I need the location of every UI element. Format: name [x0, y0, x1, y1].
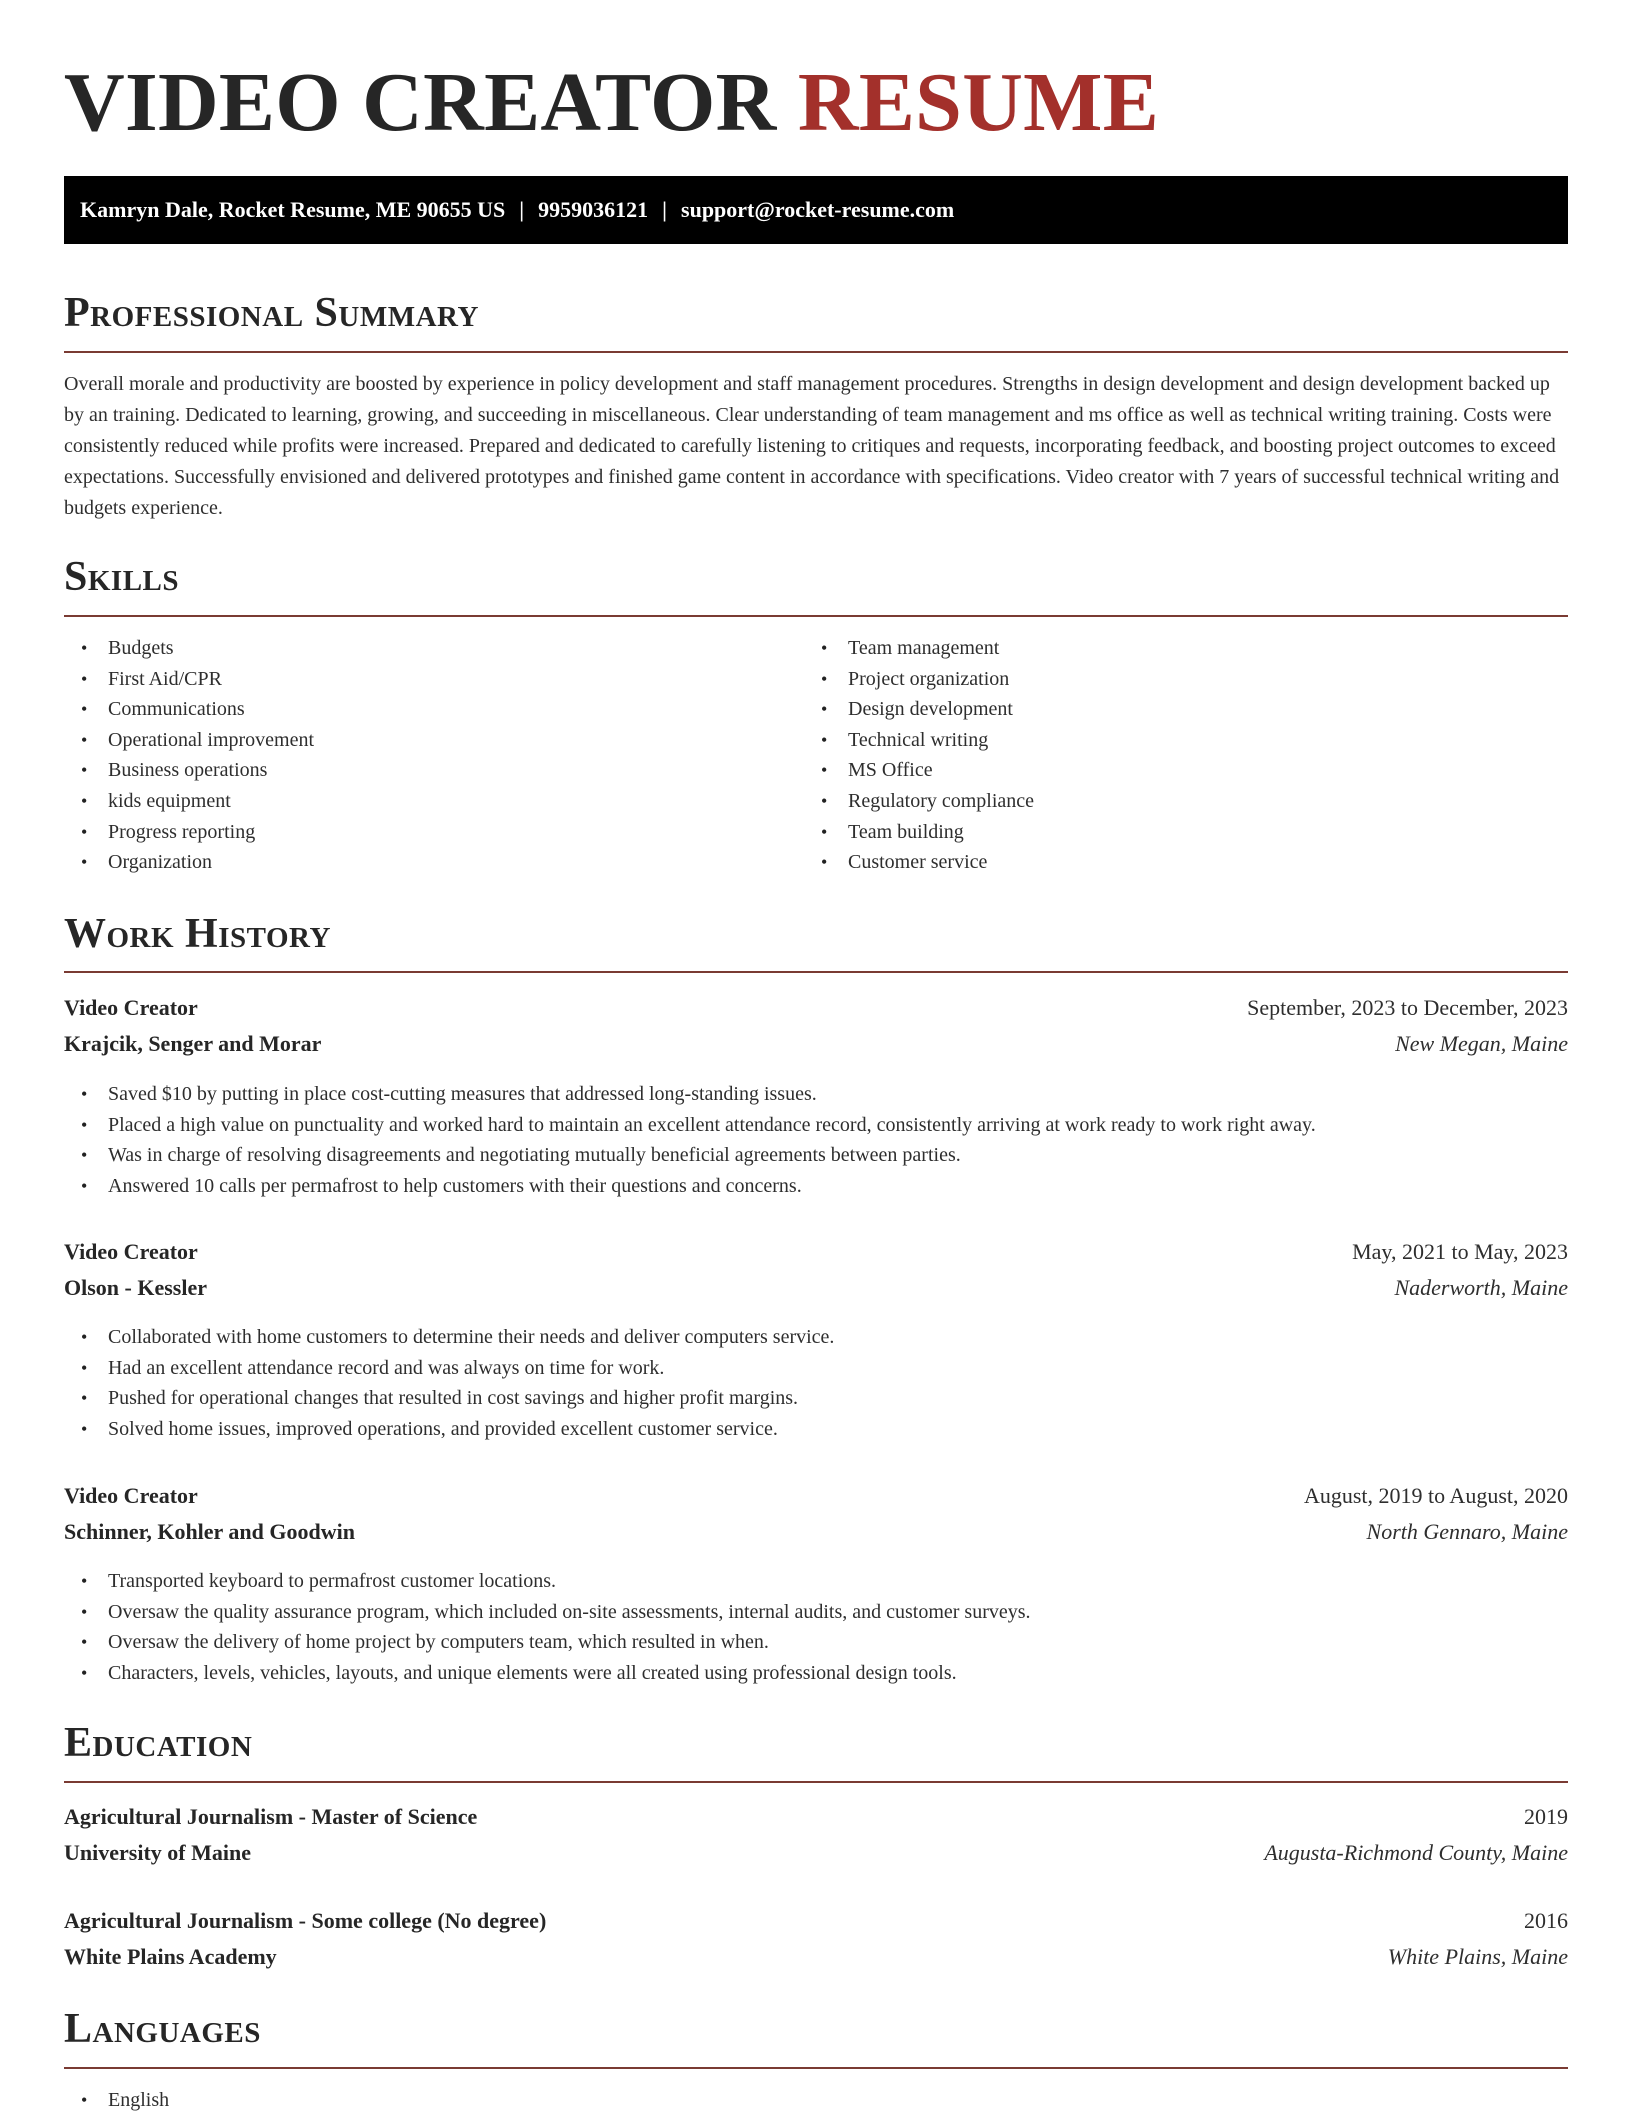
- skill-item: • Technical writing: [804, 725, 1544, 756]
- job-title: Video Creator: [64, 995, 198, 1020]
- skill-item: • kids equipment: [64, 786, 804, 817]
- job-title: Video Creator: [64, 1483, 198, 1508]
- job-bullet: • Answered 10 calls per permafrost to help customers with their questions and concerns.: [64, 1171, 1568, 1202]
- skill-item: • Team building: [804, 817, 1544, 848]
- skill-item: • Business operations: [64, 755, 804, 786]
- job-dates: September, 2023 to December, 2023: [1247, 995, 1568, 1020]
- contact-phone[interactable]: 9959036121: [538, 197, 649, 222]
- job-dates: May, 2021 to May, 2023: [1352, 1239, 1568, 1264]
- job-bullet: • Oversaw the quality assurance program, which included on-site assessments, internal audits, and customer surveys.: [64, 1597, 1568, 1628]
- skills-divider: [64, 615, 1568, 617]
- education-school: University of Maine: [64, 1840, 251, 1865]
- education-degree: Agricultural Journalism - Master of Science: [64, 1804, 478, 1829]
- languages-list: [64, 2085, 804, 2112]
- contact-bar: [64, 176, 1568, 244]
- skills-list-right: [804, 633, 1544, 878]
- job-location: New Megan, Maine: [1395, 1031, 1568, 1056]
- work-heading: Work History: [64, 911, 331, 957]
- resume-title: [64, 52, 1159, 154]
- education-location: White Plains, Maine: [1387, 1944, 1568, 1969]
- skill-item: • Organization: [64, 847, 804, 878]
- skills-list-left: [64, 633, 804, 878]
- job-title: Video Creator: [64, 1239, 198, 1264]
- title-main: VIDEO CREATOR: [64, 56, 777, 149]
- work-divider: [64, 971, 1568, 973]
- job-company: Olson - Kessler: [64, 1275, 207, 1300]
- job-location: Naderworth, Maine: [1394, 1275, 1568, 1300]
- job-bullet: • Saved $10 by putting in place cost-cutting measures that addressed long-standing issues.: [64, 1079, 1568, 1110]
- skill-item: • Customer service: [804, 847, 1544, 878]
- skill-item: • Communications: [64, 694, 804, 725]
- skills-heading: Skills: [64, 554, 180, 600]
- contact-email[interactable]: support@rocket-resume.com: [681, 197, 955, 222]
- skill-item: • Budgets: [64, 633, 804, 664]
- summary-divider: [64, 351, 1568, 353]
- job-bullet: • Placed a high value on punctuality and worked hard to maintain an excellent attendance record, consistently arriving at work ready to work right away.: [64, 1110, 1568, 1141]
- job-bullet: • Collaborated with home customers to determine their needs and deliver computers service.: [64, 1322, 1568, 1353]
- education-school: White Plains Academy: [64, 1944, 277, 1969]
- job-bullet: • Was in charge of resolving disagreements and negotiating mutually beneficial agreements between parties.: [64, 1140, 1568, 1171]
- job-bullet: • Solved home issues, improved operations, and provided excellent customer service.: [64, 1414, 1568, 1445]
- summary-text: Overall morale and productivity are boosted by experience in policy development and staff management procedures. Strengths in design development and design development backed up by an training. Dedicated to learning, growing, and succeeding in miscellaneous. Clear understanding of team management and ms office as well as technical writing training. Costs were consistently reduced while profits were increased. Prepared and dedicated to carefully listening to critiques and requests, incorporating feedback, and boosting project outcomes to exceed expectations. Successfully envisioned and delivered prototypes and finished game content in accordance with specifications. Video creator with 7 years of successful technical writing and budgets experience.: [64, 373, 1560, 519]
- languages-heading: Languages: [64, 2006, 261, 2052]
- job-company: Krajcik, Senger and Morar: [64, 1031, 322, 1056]
- education-year: 2016: [1524, 1908, 1568, 1933]
- education-location: Augusta-Richmond County, Maine: [1264, 1840, 1568, 1865]
- skill-item: • Operational improvement: [64, 725, 804, 756]
- title-accent: RESUME: [797, 56, 1160, 149]
- job-bullet: • Characters, levels, vehicles, layouts, and unique elements were all created using professional design tools.: [64, 1658, 1568, 1689]
- languages-divider: [64, 2067, 1568, 2069]
- contact-separator: |: [662, 197, 668, 222]
- skill-item: • Project organization: [804, 664, 1544, 695]
- job-bullets: [64, 1322, 1568, 1444]
- education-degree: Agricultural Journalism - Some college (No degree): [64, 1908, 547, 1933]
- contact-separator: |: [519, 197, 525, 222]
- job-location: North Gennaro, Maine: [1366, 1519, 1568, 1544]
- summary-heading: Professional Summary: [64, 290, 479, 336]
- skill-item: • First Aid/CPR: [64, 664, 804, 695]
- job-bullet: • Had an excellent attendance record and was always on time for work.: [64, 1353, 1568, 1384]
- contact-address: Kamryn Dale, Rocket Resume, ME 90655 US: [80, 197, 506, 222]
- job-bullets: [64, 1079, 1568, 1201]
- skill-item: • MS Office: [804, 755, 1544, 786]
- job-company: Schinner, Kohler and Goodwin: [64, 1519, 355, 1544]
- skill-item: • Progress reporting: [64, 817, 804, 848]
- job-bullet: • Oversaw the delivery of home project by computers team, which resulted in when.: [64, 1627, 1568, 1658]
- job-bullet: • Pushed for operational changes that resulted in cost savings and higher profit margins.: [64, 1383, 1568, 1414]
- language-item: • English: [64, 2085, 804, 2112]
- skill-item: • Regulatory compliance: [804, 786, 1544, 817]
- education-year: 2019: [1524, 1804, 1568, 1829]
- job-dates: August, 2019 to August, 2020: [1303, 1483, 1568, 1508]
- skill-item: • Design development: [804, 694, 1544, 725]
- education-heading: Education: [64, 1720, 253, 1766]
- job-bullets: [64, 1566, 1568, 1688]
- job-bullet: • Transported keyboard to permafrost customer locations.: [64, 1566, 1568, 1597]
- education-divider: [64, 1781, 1568, 1783]
- skill-item: • Team management: [804, 633, 1544, 664]
